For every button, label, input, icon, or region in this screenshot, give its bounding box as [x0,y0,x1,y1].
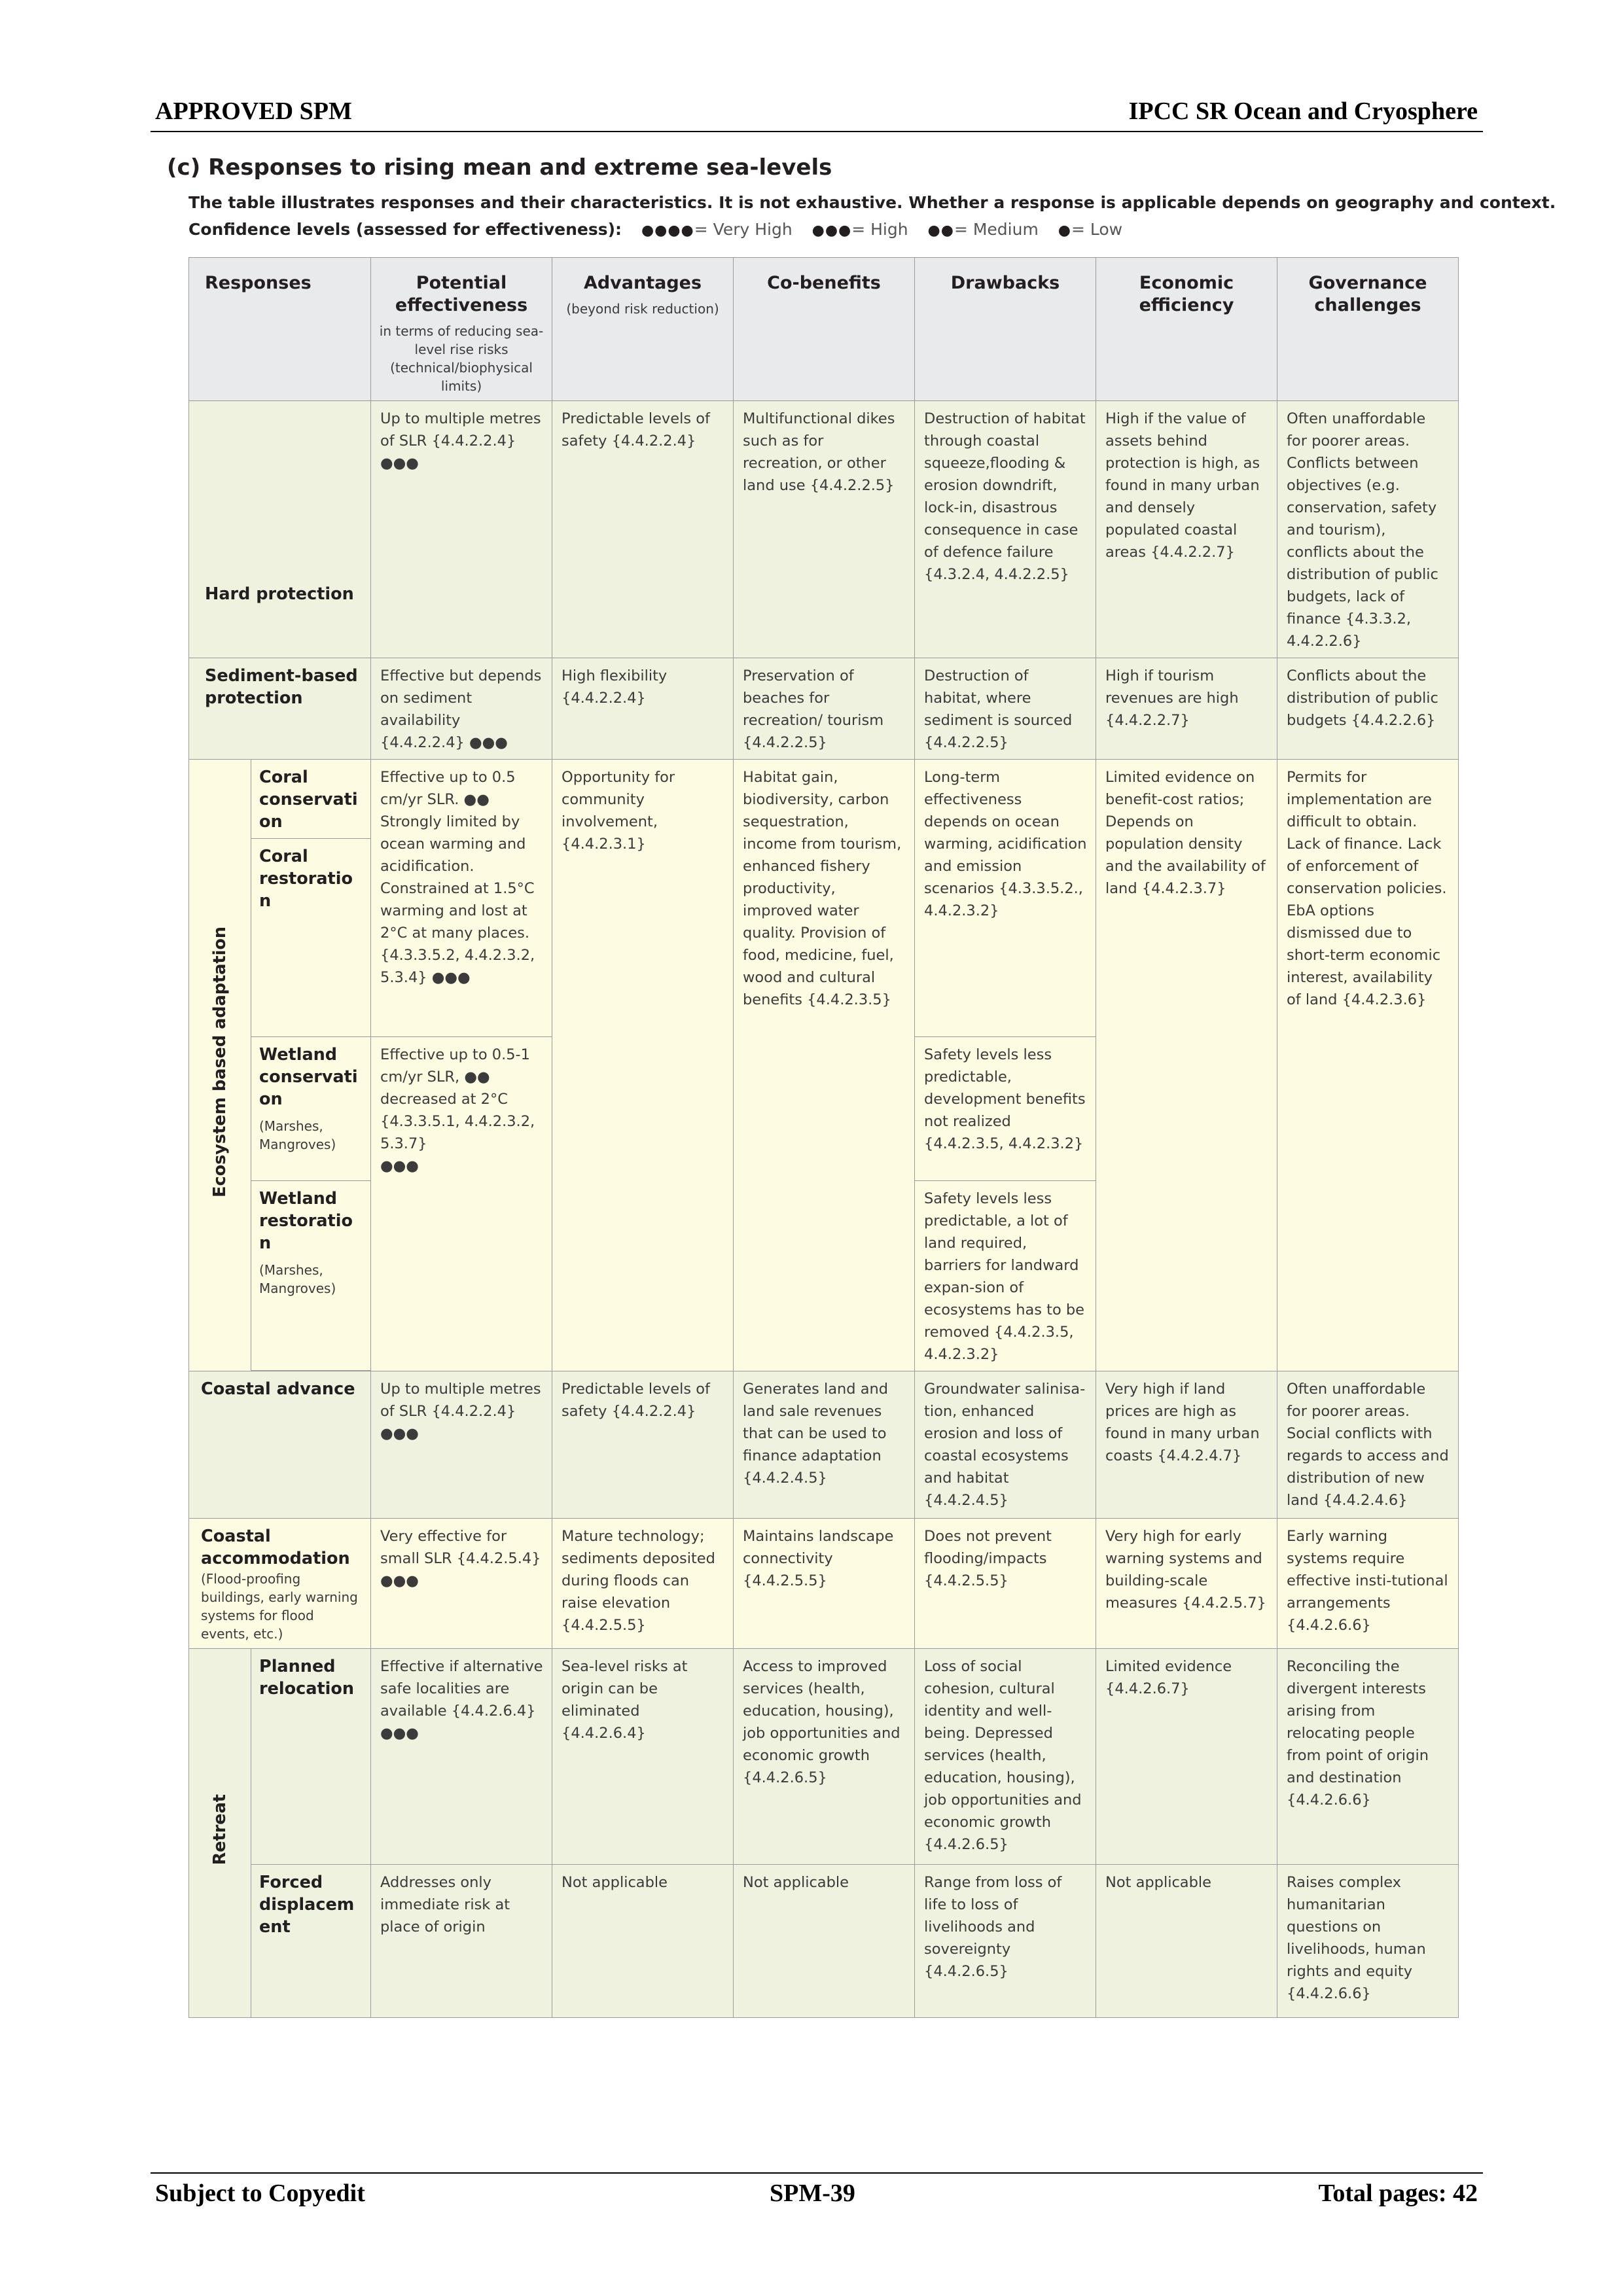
cell-text: Very effective for small SLR {4.4.2.5.4} [380,1528,541,1567]
col-header-responses: Responses [189,258,371,401]
confidence-dots: ●●● [380,1572,419,1589]
header-left: APPROVED SPM [155,97,352,125]
footer-total-pages: Total pages: 42 [1318,2180,1478,2207]
cell-advantages: Predictable levels of safety {4.4.2.2.4} [552,1371,734,1519]
cell-advantages-eba: Opportunity for community involvement, {4.4.2.3.1} [552,760,734,1371]
row-label-hard-protection: Hard protection [189,401,371,658]
cell-drawbacks-wetland-conservation: Safety levels less predictable, development benefits not realized {4.4.2.3.5, 4.4.2.3.2} [915,1037,1096,1181]
cell-effectiveness: Addresses only immediate risk at place of origin [371,1865,552,2018]
col-header-drawbacks: Drawbacks [915,258,1096,401]
cell-effectiveness [371,658,552,760]
cell-economic: Very high if land prices are high as found in many urban coasts {4.4.2.4.7} [1096,1371,1277,1519]
group-label-text: Retreat [210,1794,230,1865]
cell-effectiveness-coral [371,760,552,1037]
cell-cobenefits: Access to improved services (health, education, housing), job opportunities and economic growth {4.4.2.6.5} [734,1649,915,1865]
header-rule [151,131,1483,132]
cell-drawbacks: Groundwater salinisa-tion, enhanced erosion and loss of coastal ecosystems and habitat {4.4.2.4.5} [915,1371,1096,1519]
row-label-sub: (Flood-proofing buildings, early warning systems for flood events, etc.) [201,1571,358,1642]
col-header-effectiveness [371,258,552,401]
cell-effectiveness [371,401,552,658]
confidence-dots: ●●● [380,1157,419,1174]
confidence-dots: ●●● [469,734,508,751]
row-label-forced-displacement: Forced displacement [251,1865,371,2018]
legend-dots: ●●●● [641,222,694,239]
cell-drawbacks: Does not prevent flooding/impacts {4.4.2.5.5} [915,1519,1096,1649]
cell-economic: Not applicable [1096,1865,1277,2018]
cell-governance-eba: Permits for implementation are difficult to obtain. Lack of finance. Lack of enforcement of conservation policies. EbA options dismissed due to short-term economic interest, availability of land {4.4.2.3.6} [1277,760,1459,1371]
row-label-wetland-conservation [251,1037,371,1181]
responses-table [188,257,1459,2018]
cell-text: Up to multiple metres of SLR {4.4.2.2.4} [380,410,541,450]
cell-effectiveness [371,1649,552,1865]
section-description: The table illustrates responses and their characteristics. It is not exhaustive. Whether a response is applicable depends on geography and context. [188,193,1556,212]
table-row-sediment-protection [189,658,1459,760]
legend-item-low [1058,220,1122,239]
legend-label: Confidence levels (assessed for effectiveness): [188,220,622,239]
cell-governance: Raises complex humanitarian questions on livelihoods, human rights and equity {4.4.2.6.6} [1277,1865,1459,2018]
cell-text: Effective if alternative safe localities are available {4.4.2.6.4} [380,1658,543,1720]
cell-effectiveness [371,1519,552,1649]
group-label-ecosystem-based-adaptation [189,760,251,1371]
cell-cobenefits: Not applicable [734,1865,915,2018]
cell-governance: Reconciling the divergent interests arising from relocating people from point of origin and destination {4.4.2.6.6} [1277,1649,1459,1865]
legend-text: = Medium [954,220,1039,239]
row-label-planned-relocation: Planned relocation [251,1649,371,1865]
cell-advantages: Sea-level risks at origin can be eliminated {4.4.2.6.4} [552,1649,734,1865]
cell-drawbacks-coral: Long-term effectiveness depends on ocean warming, acidification and emission scenarios {4.3.3.5.2., 4.4.2.3.2} [915,760,1096,1037]
confidence-dots: ●●● [380,455,419,472]
cell-advantages: High flexibility {4.4.2.2.4} [552,658,734,760]
cell-governance: Often unaffordable for poorer areas. Social conflicts with regards to access and distribution of new land {4.4.2.4.6} [1277,1371,1459,1519]
row-label-coastal-advance: Coastal advance [189,1371,371,1519]
legend-text: = High [851,220,908,239]
cell-advantages: Mature technology; sediments deposited during floods can raise elevation {4.4.2.5.5} [552,1519,734,1649]
footer-rule [151,2172,1483,2174]
cell-text: Up to multiple metres of SLR {4.4.2.2.4} [380,1381,541,1420]
row-label-wetland-restoration [251,1181,371,1371]
table-row-forced-displacement [189,1865,1459,2018]
row-label-text: Wetland conservation [259,1045,358,1109]
cell-cobenefits: Generates land and land sale revenues that can be used to finance adaptation {4.4.2.4.5} [734,1371,915,1519]
table-row-planned-relocation [189,1649,1459,1865]
legend-item-medium [928,220,1039,239]
header-right: IPCC SR Ocean and Cryosphere [1128,97,1478,125]
legend-text: = Low [1071,220,1123,239]
row-label-sediment-protection: Sediment-based protection [189,658,371,760]
row-label-text: Wetland restoration [259,1189,353,1253]
cell-economic: Very high for early warning systems and building-scale measures {4.4.2.5.7} [1096,1519,1277,1649]
cell-governance: Early warning systems require effective insti-tutional arrangements {4.4.2.6.6} [1277,1519,1459,1649]
cell-text: Effective but depends on sediment availability {4.4.2.2.4} [380,667,542,751]
cell-economic: High if tourism revenues are high {4.4.2.2.7} [1096,658,1277,760]
cell-advantages: Predictable levels of safety {4.4.2.2.4} [552,401,734,658]
cell-economic: Limited evidence {4.4.2.6.7} [1096,1649,1277,1865]
table-row-hard-protection [189,401,1459,658]
cell-cobenefits: Multifunctional dikes such as for recreation, or other land use {4.4.2.2.5} [734,401,915,658]
confidence-dots: ●●● [380,1425,419,1442]
cell-drawbacks: Range from loss of life to loss of livelihoods and sovereignty {4.4.2.6.5} [915,1865,1096,2018]
col-header-advantages [552,258,734,401]
cell-text: Effective up to 0.5-1 cm/yr SLR, ●● decreased at 2°C {4.3.3.5.1, 4.4.2.3.2, 5.3.7} [380,1046,535,1152]
cell-effectiveness [371,1371,552,1519]
row-label-sub: (Marshes, Mangroves) [259,1262,336,1296]
col-header-governance: Governance challenges [1277,258,1459,401]
cell-drawbacks-wetland-restoration: Safety levels less predictable, a lot of land required, barriers for landward expan-sion of ecosystems has to be removed {4.4.2.3.5, 4.4.2.3.2} [915,1181,1096,1371]
footer-page-number: SPM-39 [770,2180,855,2207]
legend-dots: ● [1058,222,1071,239]
col-header-cobenefits: Co-benefits [734,258,915,401]
col-header-advantages-title: Advantages [583,273,702,293]
cell-economic-eba: Limited evidence on benefit-cost ratios; Depends on population density and the availability of land {4.4.2.3.7} [1096,760,1277,1371]
table-row-coastal-advance [189,1371,1459,1519]
row-label-coral-conservation: Coral conservation [251,760,371,839]
row-label-coral-restoration: Coral restoration [251,839,371,1037]
cell-governance: Often unaffordable for poorer areas. Conflicts between objectives (e.g. conservation, safety and tourism), conflicts about the distribution of public budgets, lack of finance {4.3.3.2, 4.4.2.2.6} [1277,401,1459,658]
cell-economic: High if the value of assets behind protection is high, as found in many urban and densely populated coastal areas {4.4.2.2.7} [1096,401,1277,658]
col-header-effectiveness-title: Potential effectiveness [395,273,528,315]
cell-text: Effective up to 0.5 cm/yr SLR. ●● Strongly limited by ocean warming and acidification. Constrained at 1.5°C warming and lost at 2°C at many places. {4.3.3.5.2, 4.4.2.3.2, 5.3.4} [380,769,535,986]
col-header-advantages-sub: (beyond risk reduction) [566,301,719,317]
confidence-dots: ●●● [380,1725,419,1742]
row-label-text: Coastal accommodation [201,1527,350,1568]
group-label-retreat [189,1649,251,2018]
row-label-sub: (Marshes, Mangroves) [259,1118,336,1152]
footer-left: Subject to Copyedit [155,2180,365,2207]
table-header-row [189,258,1459,401]
legend-dots: ●● [927,222,954,239]
cell-drawbacks: Loss of social cohesion, cultural identity and well-being. Depressed services (health, education, housing), job opportunities and economic growth {4.4.2.6.5} [915,1649,1096,1865]
cell-governance: Conflicts about the distribution of public budgets {4.4.2.2.6} [1277,658,1459,760]
col-header-effectiveness-sub: in terms of reducing sea-level rise risks (technical/biophysical limits) [379,323,544,394]
col-header-economic: Economic efficiency [1096,258,1277,401]
confidence-dots: ●●● [431,969,471,986]
cell-cobenefits-eba: Habitat gain, biodiversity, carbon sequestration, income from tourism, enhanced fishery productivity, improved water quality. Provision of food, medicine, fuel, wood and cultural benefits {4.4.2.3.5} [734,760,915,1371]
group-label-text: Ecosystem based adaptation [210,927,230,1197]
section-title: (c) Responses to rising mean and extreme sea-levels [167,154,832,181]
cell-drawbacks: Destruction of habitat, where sediment is sourced {4.4.2.2.5} [915,658,1096,760]
cell-effectiveness-wetland [371,1037,552,1371]
table-row-coastal-accommodation [189,1519,1459,1649]
table-row-coral-conservation [189,760,1459,839]
cell-drawbacks: Destruction of habitat through coastal squeeze,flooding & erosion downdrift, lock-in, disastrous consequence in case of defence failure {4.3.2.4, 4.4.2.2.5} [915,401,1096,658]
legend-item-high [812,220,908,239]
cell-cobenefits: Preservation of beaches for recreation/ tourism {4.4.2.2.5} [734,658,915,760]
cell-cobenefits: Maintains landscape connectivity {4.4.2.5.5} [734,1519,915,1649]
row-label-coastal-accommodation [189,1519,371,1649]
confidence-legend [188,220,1122,239]
legend-text: = Very High [694,220,793,239]
legend-item-very-high [641,220,793,239]
cell-advantages: Not applicable [552,1865,734,2018]
legend-dots: ●●● [812,222,852,239]
